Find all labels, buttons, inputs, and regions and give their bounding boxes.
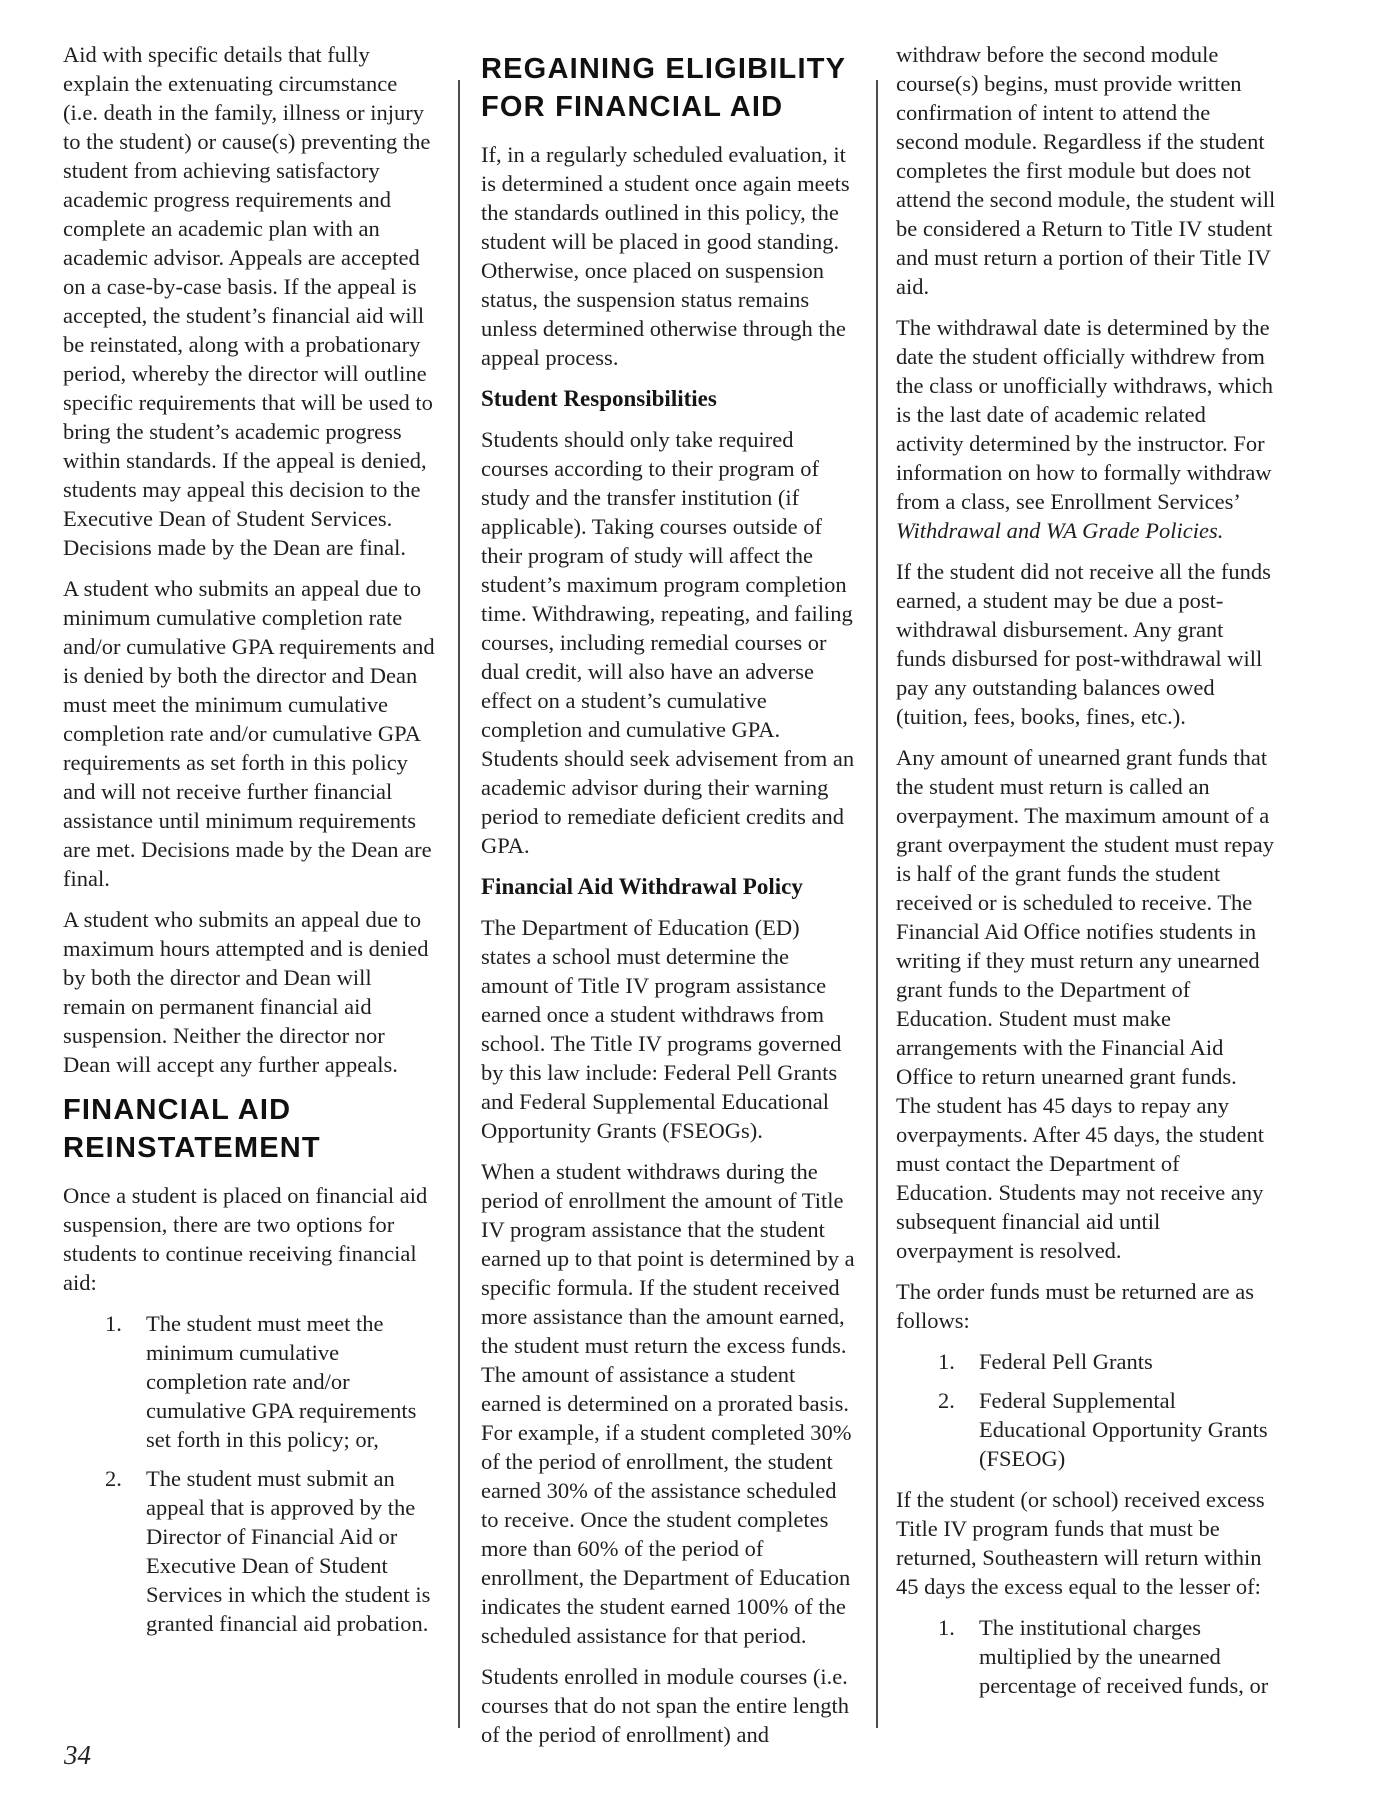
list-item [938,1613,1276,1700]
list-item-number: 1. [105,1311,122,1336]
list-item-number: 2. [105,1466,122,1491]
ordered-list [938,1613,1276,1700]
list-item-text: The student must submit an appeal that is approved by the Director of Financial Aid or Executive Dean of Student Services in which the student is granted financial aid probation. [146,1466,431,1636]
paragraph: Once a student is placed on financial aid suspension, there are two options for students to continue receiving financial aid: [63,1183,428,1295]
list-item-text: The institutional charges multiplied by the unearned percentage of received funds, or [979,1615,1269,1698]
text-column [63,40,435,1650]
list-item-number: 2. [938,1388,955,1413]
italic-text: Withdrawal and WA Grade Policies. [896,518,1224,543]
paragraph: A student who submits an appeal due to minimum cumulative completion rate and/or cumulative GPA requirements and is denied by both the director and Dean must meet the minimum cumulative completion rate and/or cumulative GPA requirements as set forth in this policy and will not receive further financial assistance until minimum requirements are met. Decisions made by the Dean are final. [63,576,435,891]
text-run: The withdrawal date is determined by the date the student officially withdrew from the class or unofficially withdraws, which is the last date of academic related activity determined by the instructor. For information on how to formally withdraw from a class, see Enrollment Services’ [896,315,1273,514]
list-item [105,1309,435,1454]
column-divider [876,80,878,1728]
paragraph: withdraw before the second module course(s) begins, must provide written confirmation of intent to attend the second module. Regardless if the student completes the first module but does not attend the second module, the student will be considered a Return to Title IV student and must return a portion of their Title IV aid. [896,42,1276,299]
subsection-heading: Student Responsibilities [481,386,717,411]
paragraph: If, in a regularly scheduled evaluation, it is determined a student once again meets the standards outlined in this policy, the student will be placed in good standing. Otherwise, once placed on suspension status, the suspension status remains unless determined otherwise through the appeal process. [481,142,850,370]
subsection-heading: Financial Aid Withdrawal Policy [481,874,803,899]
page-number: 34 [64,1740,91,1770]
paragraph: If the student (or school) received excess Title IV program funds that must be returned, Southeastern will return within 45 days the excess equal to the lesser of: [896,1487,1265,1599]
paragraph: If the student did not receive all the funds earned, a student may be due a post-withdrawal disbursement. Any grant funds disbursed for post-withdrawal will pay any outstanding balances owed (tuition, fees, books, fines, etc.). [896,559,1271,729]
paragraph: Students should only take required courses according to their program of study and the transfer institution (if applicable). Taking courses outside of their program of study will affect the student’s maximum program completion time. Withdrawing, repeating, and failing courses, including remedial courses or dual credit, will also have an adverse effect on a student’s cumulative completion and cumulative GPA. Students should seek advisement from an academic advisor during their warning period to remediate deficient credits and GPA. [481,427,855,858]
section-heading: REGAINING ELIGIBILITY FOR FINANCIAL AID [481,53,846,123]
list-item-text: Federal Supplemental Educational Opportunity Grants (FSEOG) [979,1388,1268,1471]
list-item-text: Federal Pell Grants [979,1349,1153,1374]
text-column [896,40,1276,1712]
paragraph: The Department of Education (ED) states a school must determine the amount of Title IV program assistance earned once a student withdraws from school. The Title IV programs governed by this law include: Federal Pell Grants and Federal Supplemental Educational Opportunity Grants (FSEOGs). [481,915,842,1143]
list-item-number: 1. [938,1615,955,1640]
paragraph: A student who submits an appeal due to maximum hours attempted and is denied by both the director and Dean will remain on permanent financial aid suspension. Neither the director nor Dean will accept any further appeals. [63,907,429,1077]
paragraph: Any amount of unearned grant funds that the student must return is called an overpayment. The maximum amount of a grant overpayment the student must repay is half of the grant funds the student received or is scheduled to receive. The Financial Aid Office notifies students in writing if they must return any unearned grant funds to the Department of Education. Student must make arrangements with the Financial Aid Office to return unearned grant funds. The student has 45 days to repay any overpayments. After 45 days, the student must contact the Department of Education. Students may not receive any subsequent financial aid until overpayment is resolved. [896,745,1275,1263]
ordered-list [105,1309,435,1638]
paragraph [896,313,1276,545]
paragraph: The order funds must be returned are as follows: [896,1279,1254,1333]
paragraph: Aid with specific details that fully explain the extenuating circumstance (i.e. death in the family, illness or injury to the student) or cause(s) preventing the student from achieving satisfactory academic progress requirements and complete an academic plan with an academic advisor. Appeals are accepted on a case-by-case basis. If the appeal is accepted, the student’s financial aid will be reinstated, along with a probationary period, whereby the director will outline specific requirements that will be used to bring the student’s academic progress within standards. If the appeal is denied, students may appeal this decision to the Executive Dean of Student Services. Decisions made by the Dean are final. [63,42,433,560]
column-divider [458,80,460,1728]
paragraph: When a student withdraws during the period of enrollment the amount of Title IV program assistance that the student earned up to that point is determined by a specific formula. If the student received more assistance than the amount earned, the student must return the excess funds. The amount of assistance a student earned is determined on a prorated basis. For example, if a student completed 30% of the period of enrollment, the student earned 30% of the assistance scheduled to receive. Once the student completes more than 60% of the period of enrollment, the Department of Education indicates the student earned 100% of the scheduled assistance for that period. [481,1159,855,1648]
text-column [481,40,855,1761]
list-item-text: The student must meet the minimum cumulative completion rate and/or cumulative GPA requirements set forth in this policy; or, [146,1311,417,1452]
list-item [938,1347,1276,1376]
paragraph: Students enrolled in module courses (i.e. courses that do not span the entire length of the period of enrollment) and [481,1664,850,1747]
list-item [938,1386,1276,1473]
list-item-number: 1. [938,1349,955,1374]
section-heading: FINANCIAL AID REINSTATEMENT [63,1094,321,1164]
ordered-list [938,1347,1276,1473]
list-item [105,1464,435,1638]
